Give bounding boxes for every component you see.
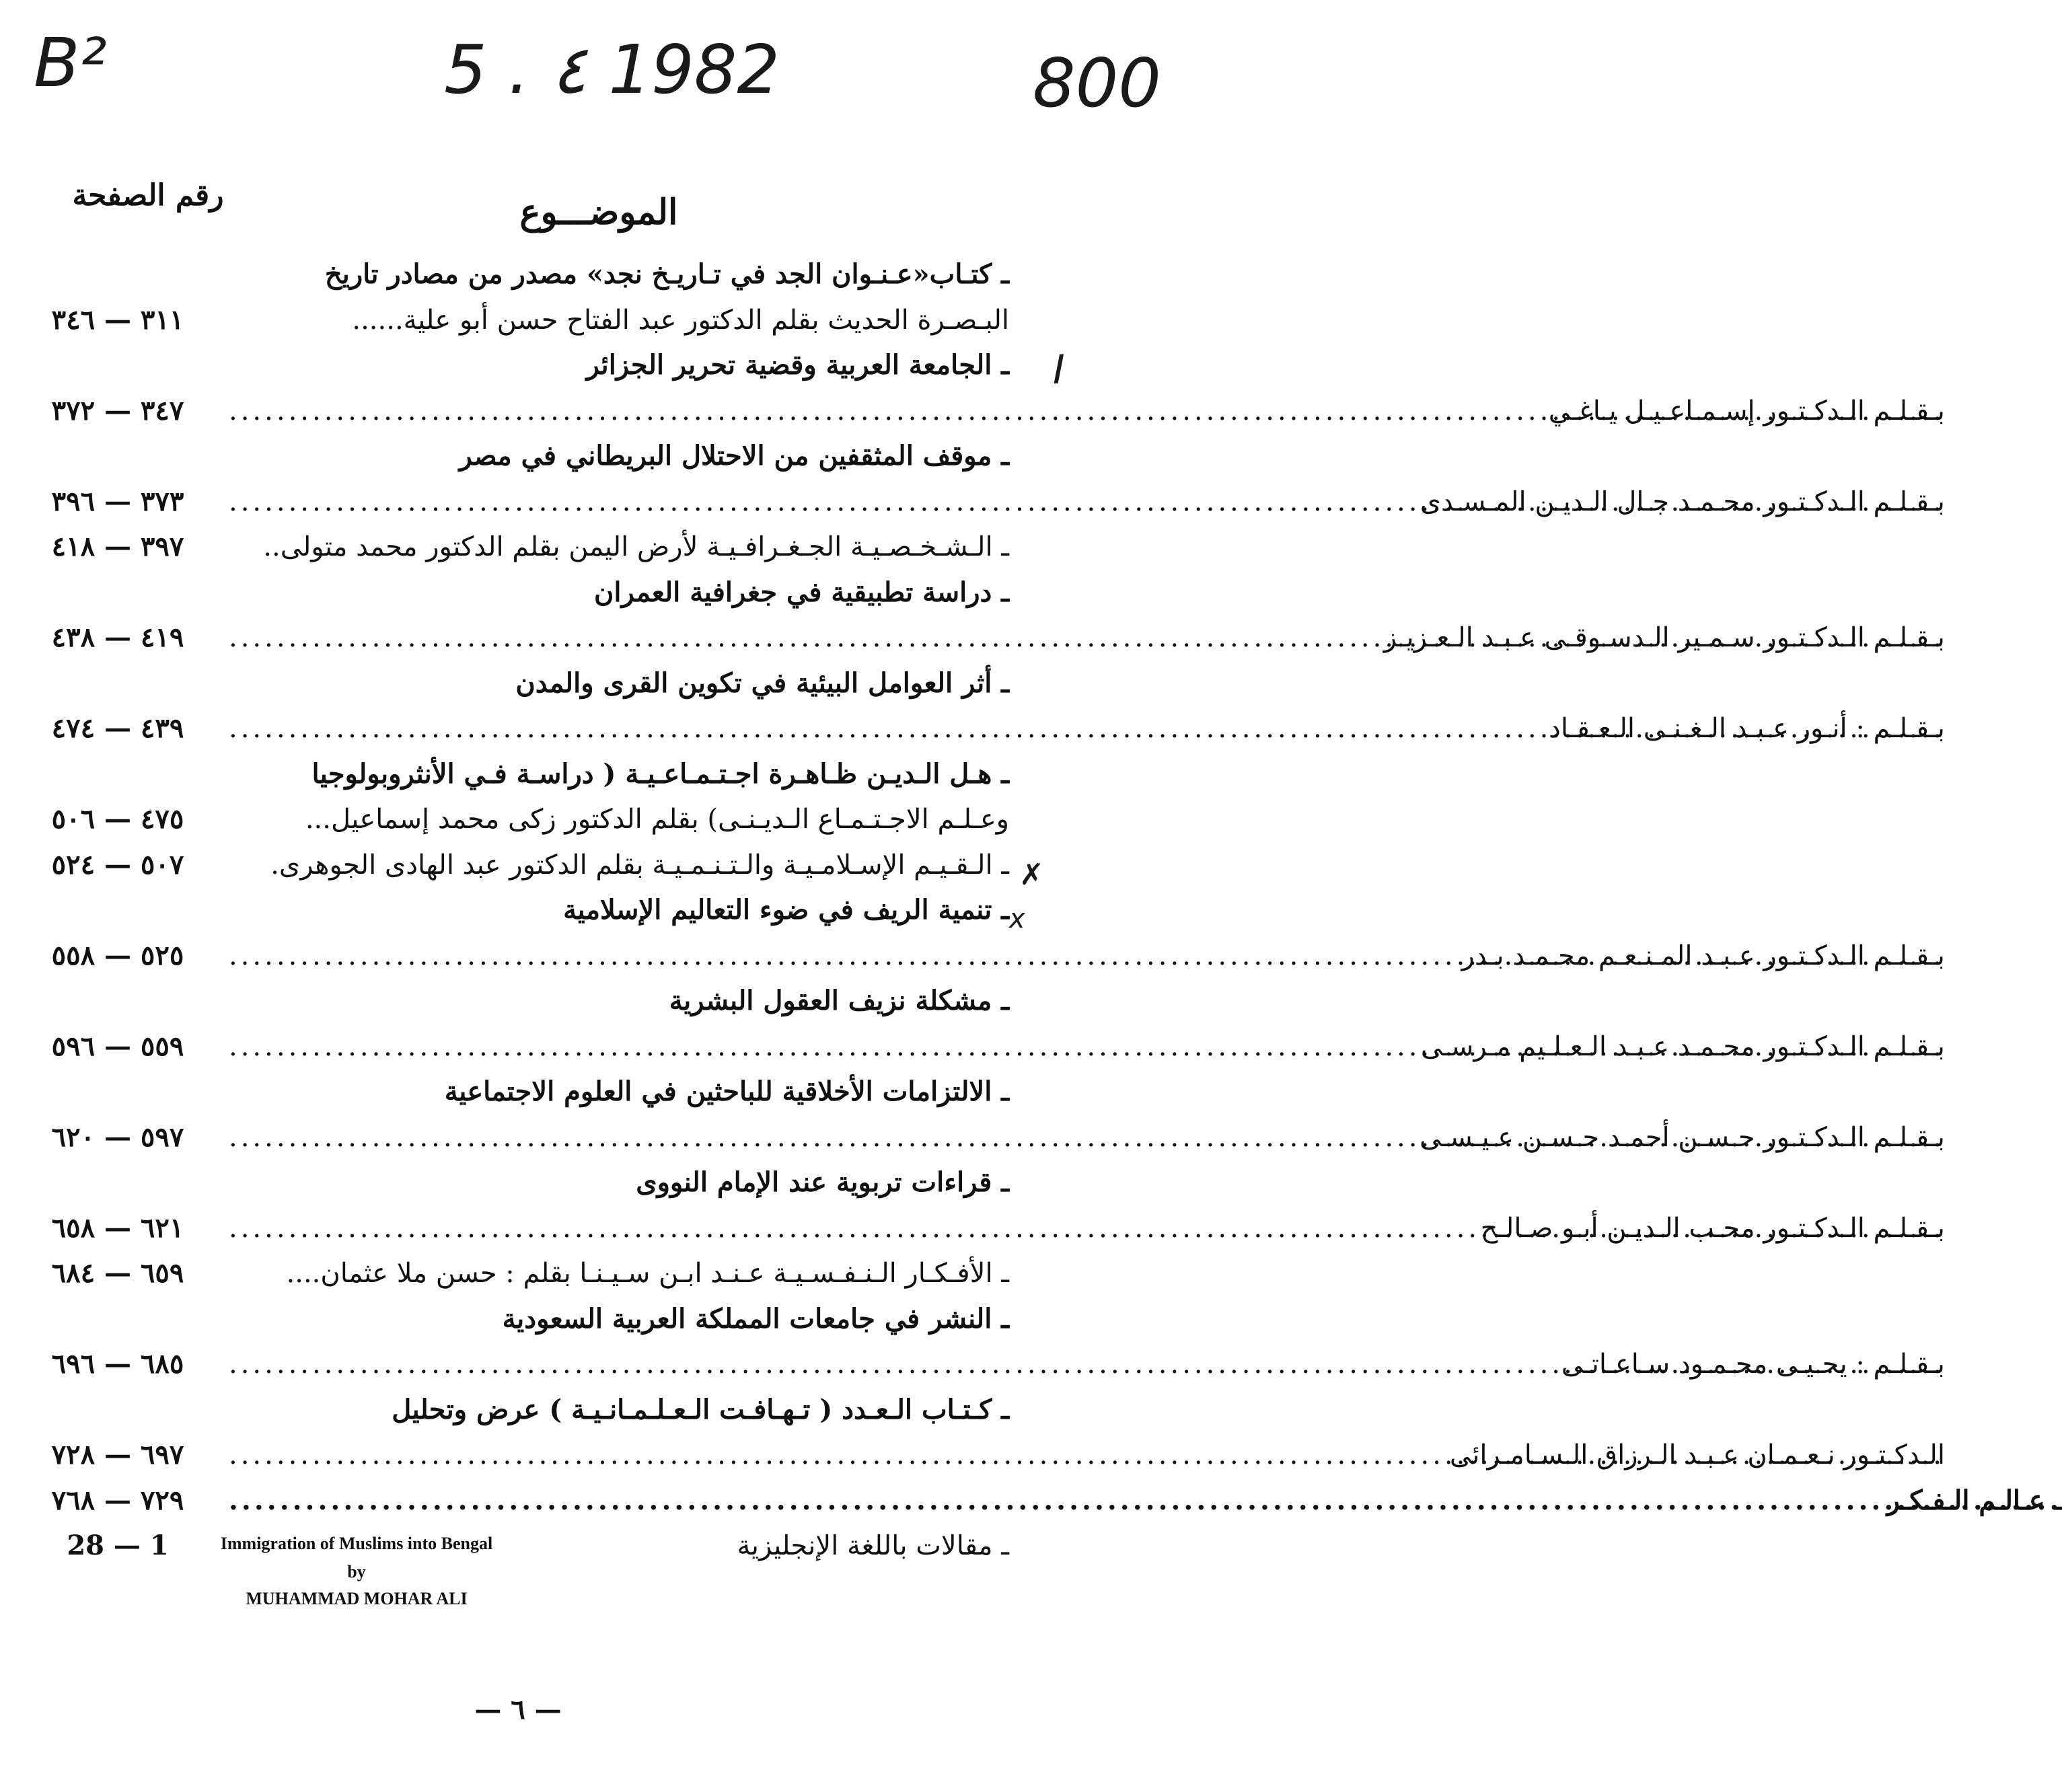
page-footer-number: — ٦ —	[474, 1694, 562, 1725]
toc-row	[27, 1481, 2062, 1524]
english-article-by: by	[347, 1562, 366, 1581]
toc-entry-text: ..... بـقـلـم الـدكـتـور محـمـد جـال الـديـن المـسـدى	[229, 482, 1009, 522]
toc-page-range: 1 — 28	[67, 1530, 169, 1561]
toc-row	[27, 300, 1009, 343]
handwritten-cross-mark: x	[1009, 903, 1025, 934]
toc-entry-text: ..... بـقـلـم الـدكـتـور عـبـد المـنـعـم محـمـد بـدر	[229, 936, 1009, 976]
toc-entry-text: ـ موقف المثقفين من الاحتلال البريطاني في مصر	[459, 440, 1009, 472]
toc-page-range: ٦٨٥ — ٦٩٦	[51, 1348, 184, 1380]
toc-row	[27, 1435, 1945, 1478]
toc-page-range: ٥٥٩ — ٥٩٦	[51, 1030, 184, 1062]
handwritten-code: B²	[34, 24, 107, 102]
toc-page-range: ٤٧٥ — ٥٠٦	[51, 803, 184, 835]
toc-entry-text: ..... بـقـلـم الـدكـتـور محـب الـديـن أبـو صـالـح	[229, 1208, 1009, 1248]
english-article-title: Immigration of Muslims into Bengal	[220, 1534, 493, 1553]
toc-entry-text: ـ الجامعة العربية وقضية تحرير الجزائر	[586, 349, 1009, 381]
toc-entry-text: ـ الـقـيـم الإسـلامـيـة والـتـنـمـيـة بقلم الدكتور عبد الهادى الجوهرى.	[270, 849, 1009, 881]
toc-row	[27, 708, 1945, 751]
toc-entry-text: ـ الـشـخـصـيـة الجـغـرافـيـة لأرض اليمن بقلم الدكتور محمد متولى..	[263, 531, 1009, 562]
toc-entry-text: ـ الأفـكـار الـنـفـسـيـة عـنـد ابـن سـيـنـا بقلم : حسن ملا عثمان....	[286, 1258, 1009, 1289]
subject-column-header: الموضـــوع	[519, 192, 678, 233]
toc-row	[27, 754, 1009, 797]
toc-entry-text: ..... بـقـلـم الـدكـتـور محـمـد عـبـد الـعـلـيم مـرسـى	[229, 1026, 1009, 1067]
toc-page-range: ٦٥٩ — ٦٨٤	[51, 1257, 184, 1289]
toc-page-range: ٥٠٧ — ٥٢٤	[51, 848, 184, 881]
toc-row	[27, 254, 1009, 297]
handwritten-margin-mark: I	[1053, 346, 1065, 394]
toc-row	[27, 936, 1945, 979]
toc-page-range: ٤٣٩ — ٤٧٤	[51, 712, 184, 744]
toc-entry-text: ـ الالتزامات الأخلاقية للباحثين في العلوم الاجتماعية	[444, 1076, 1009, 1107]
toc-entry-text: ـ دراسة تطبيقية في جغرافية العمران	[594, 576, 1009, 608]
toc-row	[27, 845, 1009, 888]
toc-entry-text: ـ تنمية الريف في ضوء التعاليم الإسلامية	[563, 894, 1009, 926]
toc-entry-text: ..... بـقـلـم : يحـيـى محـمـود سـاعـاتـى	[229, 1344, 1009, 1384]
toc-entry-text: ..... بـقـلـم الـدكـتـور حـسـن أحمـد حـسـن عـيـسـى	[229, 1117, 1009, 1158]
toc-page-range: ٥٢٥ — ٥٥٨	[51, 939, 184, 971]
toc-entry-text: ..... بـقـلـم الـدكـتـور إسـمـاعـيـل يـاغـي	[229, 391, 1009, 431]
toc-entry-text: البـصـرة الحديث بقلم الدكتور عبد الفتاح حسن أبو علية......	[352, 304, 1009, 336]
english-article-author: MUHAMMAD MOHAR ALI	[246, 1589, 468, 1608]
toc-row	[27, 1299, 1009, 1342]
toc-row	[27, 1344, 1945, 1387]
toc-page-range: ٦٢١ — ٦٥٨	[51, 1211, 184, 1244]
toc-row	[27, 890, 1009, 933]
toc-row	[27, 345, 1009, 388]
toc-entry-text: ..... الـدكـتـور نـعـمـان عـبـد الـرزاق الـسـامـرائى	[229, 1435, 1009, 1475]
toc-page-range: ٣٤٧ — ٣٧٢	[51, 394, 184, 426]
toc-entry-text: ـ قراءات تربوية عند الإمام النووى	[636, 1166, 1009, 1198]
toc-row	[27, 482, 1945, 525]
toc-entry-text: ..... بـقـلـم : أنـور عـبـد الـغـنـى الـعـقـاد	[229, 708, 1009, 749]
toc-row	[27, 981, 1009, 1024]
toc-entry-text: ـ كـتـاب الـعـدد ( تـهـافـت الـعـلـمـانـيـة ) عرض وتحليل	[392, 1393, 1009, 1425]
toc-page-range: ٣١١ — ٣٤٦	[51, 303, 184, 336]
handwritten-date: 5 . ٤ 1982	[444, 30, 780, 109]
toc-row	[27, 1390, 1009, 1433]
toc-row	[27, 1253, 1009, 1296]
toc-row	[27, 1162, 1009, 1205]
toc-row	[27, 572, 1009, 615]
toc-entry-text: وعـلـم الاجـتـمـاع الـديـنـى) بقلم الدكتور زكى محمد إسماعيل...	[305, 804, 1009, 835]
toc-entry-text: ـ النشر في جامعات المملكة العربية السعودية	[502, 1302, 1009, 1335]
toc-entry-text: ..... ـ عـالـم الـفـكـر	[229, 1481, 1009, 1521]
toc-row	[27, 436, 1009, 479]
toc-row	[27, 618, 1945, 661]
toc-entry-text: ـ مشكلة نزيف العقول البشرية	[669, 985, 1009, 1016]
handwritten-number: 800	[1033, 44, 1161, 122]
toc-row	[27, 1026, 1945, 1070]
toc-entry-text: ..... بـقـلـم الـدكـتـور سـمـير الـدسـوقـى عـبـد الـعـزيـز	[229, 618, 1009, 658]
toc-row	[27, 527, 1009, 570]
toc-row	[27, 1117, 1945, 1160]
toc-row	[27, 1072, 1009, 1115]
toc-entry-text: ـ هـل الـديـن ظـاهـرة اجـتـمـاعـيـة ( دراسـة فـي الأنثروبولوجيا	[311, 757, 1009, 790]
toc-page-range: ٧٢٩ — ٧٦٨	[51, 1484, 184, 1516]
toc-row	[27, 1208, 1945, 1251]
toc-row	[27, 799, 1009, 842]
toc-entry-text: ـ مقالات باللغة الإنجليزية	[737, 1530, 1009, 1561]
toc-row	[27, 663, 1009, 706]
toc-entry-text: ـ كتـاب«عـنـوان الجد في تـاريـخ نجد» مصدر من مصادر تاريخ	[324, 258, 1009, 290]
page-number-column-header: رقم الصفحة	[72, 178, 224, 213]
toc-page-range: ٦٩٧ — ٧٢٨	[51, 1439, 184, 1470]
handwritten-cross-mark: ✗	[1019, 858, 1044, 892]
toc-entry-text: ـ أثر العوامل البيئية في تكوين القرى والمدن	[515, 667, 1009, 699]
toc-page-range: ٥٩٧ — ٦٢٠	[51, 1121, 184, 1153]
toc-page-range: ٤١٩ — ٤٣٨	[51, 622, 184, 653]
toc-page-range: ٣٧٣ — ٣٩٦	[51, 485, 184, 517]
toc-page-range: ٣٩٧ — ٤١٨	[51, 531, 184, 562]
toc-row	[27, 391, 1945, 434]
